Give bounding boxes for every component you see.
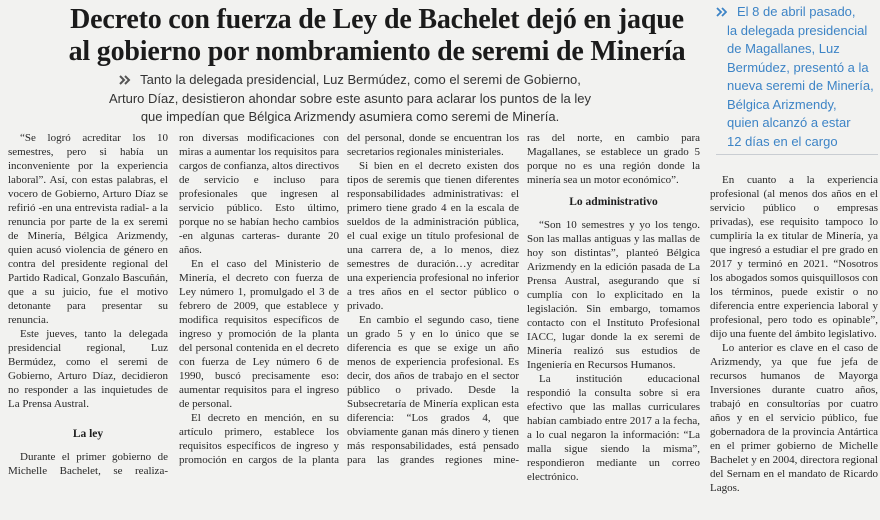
article-column-1 <box>8 131 168 478</box>
deck-line-2: Arturo Díaz, desistieron ahondar sobre este asunto para aclarar los puntos de la ley <box>109 90 591 106</box>
deck-line-1 <box>0 71 700 90</box>
headline <box>40 4 714 68</box>
paragraph: En cuanto a la experiencia profesional (al menos dos años en el servicio público o empresas privadas), ese requisito tampoco lo cumpliría la ex titular de Minería, ya que ingresó a estudiar el pre grado en 2017 y terminó en 2021. “Nosotros los abogados somos quisquillosos con los términos, puede existir o no diferencia entre experiencia laboral y profesional, pero todo es opinable”, dijo una fuente del ámbito legislativo. <box>710 174 878 340</box>
caption-sidebar <box>716 3 878 155</box>
paragraph: En el caso del Ministerio de Minería, el decreto con fuerza de Ley número 1, promulgado el 3 de febrero de 2009, que establece y modifica requisitos específicos de ingreso y promoción de la planta del personal contenida en el decreto con fuerza de Ley número 6 de 1990, buscó precisamente eso: aumentar requisitos para el ingreso de personal. <box>179 258 339 410</box>
paragraph: La institución educacional respondió la consulta sobre si era efectivo que las mallas curriculares habían cambiado entre 2017 a la fecha, a lo cual negaron la información: “La malla sigue siendo la misma”, respondieron mediante un correo electrónico. <box>527 373 700 483</box>
paragraph-continued: ras del norte, en cambio para Magallanes, se establece un grado 5 porque no es una región donde la minería sea un motor económico”. <box>527 132 700 186</box>
section-heading-la-ley: La ley <box>72 428 104 440</box>
headline-line-2: al gobierno por nombramiento de seremi de Minería <box>68 36 686 67</box>
caption-line-6: Bélgica Arizmendy, <box>727 96 837 112</box>
paragraph: En cambio el segundo caso, tiene un grado 5 y en lo único que se diferencia es que se exige un año menos de experiencia profesional. Es decir, dos años de trabajo en el sector público o privado. Desde la Subsecretaría de Minería explican esta diferencia: “Los grados 4, que obviamente ganan más dinero y tienen más responsabilidades, está pensado para las grandes regiones mine- <box>347 314 519 466</box>
caption-line-1 <box>716 3 878 22</box>
paragraph: Este jueves, tanto la delegada presidencial regional, Luz Bermúdez, como el seremi de Gobierno, Arturo Díaz, decidieron no responder a las inquietudes de La Prensa Austral. <box>8 328 168 410</box>
paragraph-continued: del personal, donde se encuentran los secretarios regionales ministeriales. <box>347 132 519 158</box>
article-column-3 <box>347 131 519 467</box>
double-chevron-right-icon <box>716 7 727 17</box>
paragraph-continued: ron diversas modificaciones con miras a aumentar los requisitos para cargos de confianza, altos directivos de servicio e incluso para profesionales que ingresen al servicio público. Esto último, porque no se habían hecho cambios -en algunas carteras- durante 20 años. <box>179 132 339 256</box>
paragraph: El decreto en mención, en su artículo primero, establece los requisitos específicos de ingreso y promoción en cargos de la planta <box>179 412 339 466</box>
article-column-2 <box>179 131 339 467</box>
caption-line-3: de Magallanes, Luz <box>727 41 840 56</box>
deck-text-1: Tanto la delegada presidencial, Luz Bermúdez, como el seremi de Gobierno, <box>140 72 581 87</box>
section-heading-lo-administrativo: Lo administrativo <box>569 196 658 208</box>
paragraph: Lo anterior es clave en el caso de Arizmendy, ya que fue jefa de recursos humanos de Mayorga Inversiones durante cuatro años, trabajó en consultorías por cuatro años y en el servicio público, fue gobernadora de la provincia Antártica en el primer gobierno de Michelle Bachelet y en 2004, directora regional del Sernam en el mandato de Ricardo Lagos. <box>710 342 878 494</box>
article-column-5 <box>710 173 878 495</box>
caption-line-5: nueva seremi de Minería, <box>727 78 874 93</box>
headline-line-1: Decreto con fuerza de Ley de Bachelet dejó en jaque <box>70 4 684 35</box>
paragraph: Durante el primer gobierno de Michelle Bachelet, se realiza- <box>8 451 168 477</box>
paragraph: Si bien en el decreto existen dos tipos de seremis que tienen diferentes responsabilidades administrativas: el primero tiene grado 4 en la escala de sueldos de la administración pública, el cual exige un título profesional de una carrera de, a lo menos, diez semestres de duración…y acreditar una experiencia profesional no inferior a tres años en el sector público o privado. <box>347 160 519 312</box>
caption-line-7: quien alcanzó a estar <box>727 115 851 130</box>
caption-line-2: la delegada presidencial <box>727 22 868 38</box>
paragraph: “Se logró acreditar los 10 semestres, pero si había un inconveniente por la experiencia laboral”. Así, con estas palabras, el vocero de Gobierno, Arturo Díaz se refirió -en una entrevista radial- a la renuncia por parte de la ex seremi de Minería, Bélgica Arizmendy, quien acusó violencia de género en contra del presidente regional del Partido Radical, Gonzalo Bascuñán, que a su juicio, fue el motivo detonante para presentar su renuncia. <box>8 132 168 326</box>
deck-line-3: que impedían que Bélgica Arizmendy asumiera como seremi de Minería. <box>140 109 560 124</box>
double-chevron-right-icon <box>119 75 131 85</box>
paragraph: “Son 10 semestres y yo los tengo. Son las mallas antiguas y las mallas de hoy son distintas”, planteó Bélgica Arizmendy en la edición pasada de La Prensa Austral, asegurando que sí cumplía con lo explicitado en la legislación. Sin embargo, tomamos contacto con el Instituto Profesional IACC, lugar donde la ex seremi de Minería realizó sus estudios de Ingeniería en Recursos Humanos. <box>527 219 700 371</box>
caption-line-8: 12 días en el cargo <box>727 133 838 149</box>
caption-text-1: El 8 de abril pasado, <box>737 4 856 19</box>
deck-subheadline <box>0 71 700 127</box>
caption-line-4: Bermúdez, presentó a la <box>727 59 869 75</box>
article-column-4 <box>527 131 700 484</box>
